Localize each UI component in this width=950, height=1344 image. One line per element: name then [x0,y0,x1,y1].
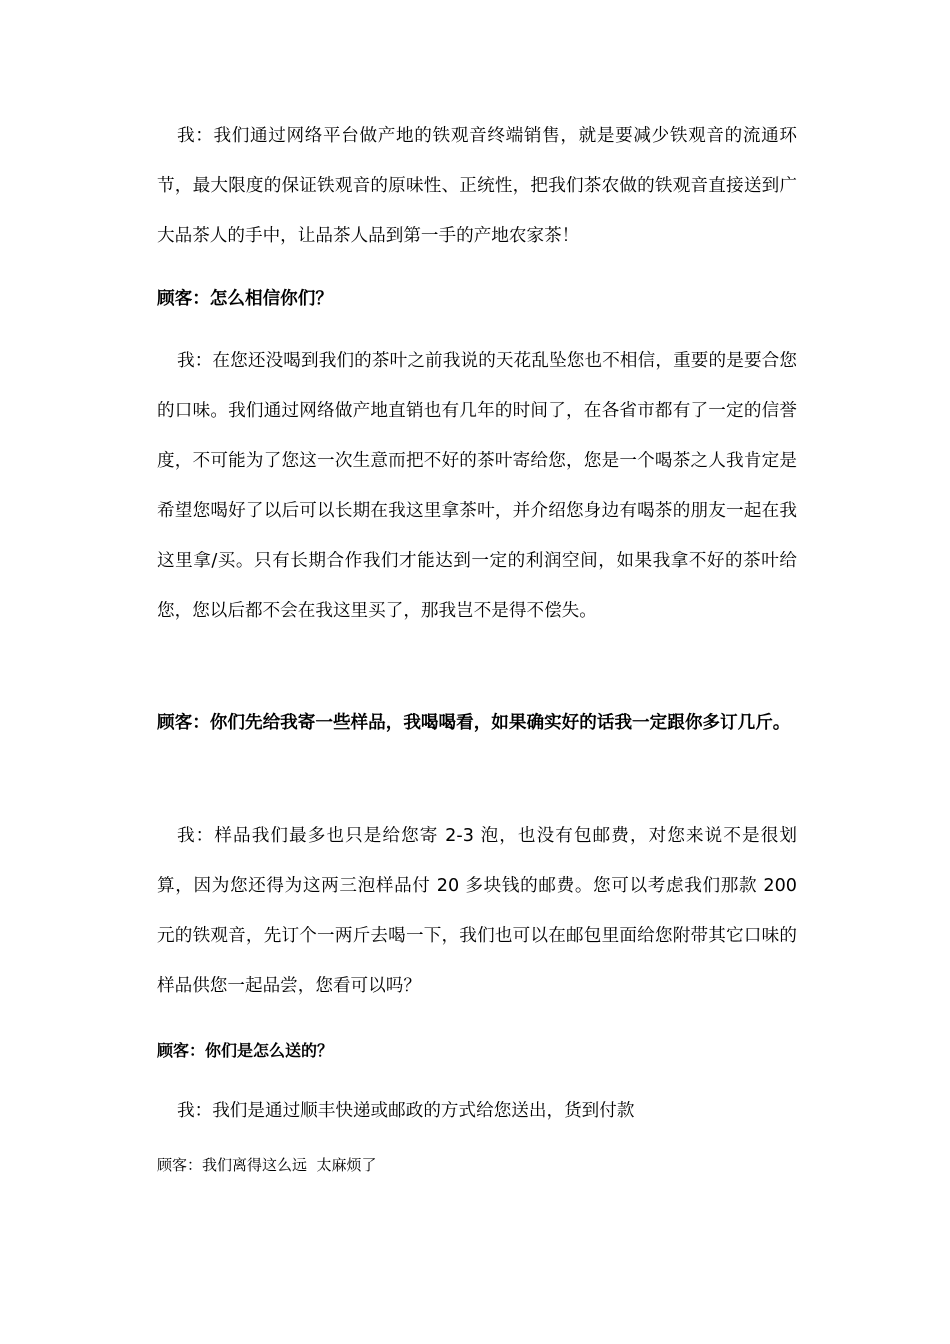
paragraph-customer-distance-remark: 顾客：我们离得这么远 太麻烦了 [157,1156,377,1174]
paragraph-customer-trust-question: 顾客：怎么相信你们？ [157,289,333,309]
paragraph-me-trust-answer: 我：在您还没喝到我们的茶叶之前我说的天花乱坠您也不相信，重要的是要合您的口味。我们通过网络做产地直销也有几年的时间了，在各省市都有了一定的信誉度，不可能为了您这一次生意而把不好的茶叶寄给您，您是一个喝茶之人我肯定是希望您喝好了以后可以长期在我这里拿茶叶，并介绍您身边有喝茶的朋友一起在我这里拿/买。只有长期合作我们才能达到一定的利润空间，如果我拿不好的茶叶给您，您以后都不会在我这里买了，那我岂不是得不偿失。 [157,351,797,621]
paragraph-me-intro: 我：我们通过网络平台做产地的铁观音终端销售，就是要减少铁观音的流通环节，最大限度的保证铁观音的原味性、正统性，把我们茶农做的铁观音直接送到广大品茶人的手中，让品茶人品到第一手的产地农家茶！ [157,126,797,246]
paragraph-me-sample-answer: 我：样品我们最多也只是给您寄 2-3 泡，也没有包邮费，对您来说不是很划算，因为您还得为这两三泡样品付 20 多块钱的邮费。您可以考虑我们那款 200 元的铁观音，先订个一两斤去喝一下，我们也可以在邮包里面给您附带其它口味的样品供您一起品尝，您看可以吗？ [157,826,803,996]
paragraph-customer-delivery-question: 顾客：你们是怎么送的？ [157,1041,334,1060]
paragraph-me-delivery-answer: 我：我们是通过顺丰快递或邮政的方式给您送出，货到付款 [177,1101,635,1121]
paragraph-customer-sample-request: 顾客：你们先给我寄一些样品，我喝喝看，如果确实好的话我一定跟你多订几斤。 [157,713,791,733]
